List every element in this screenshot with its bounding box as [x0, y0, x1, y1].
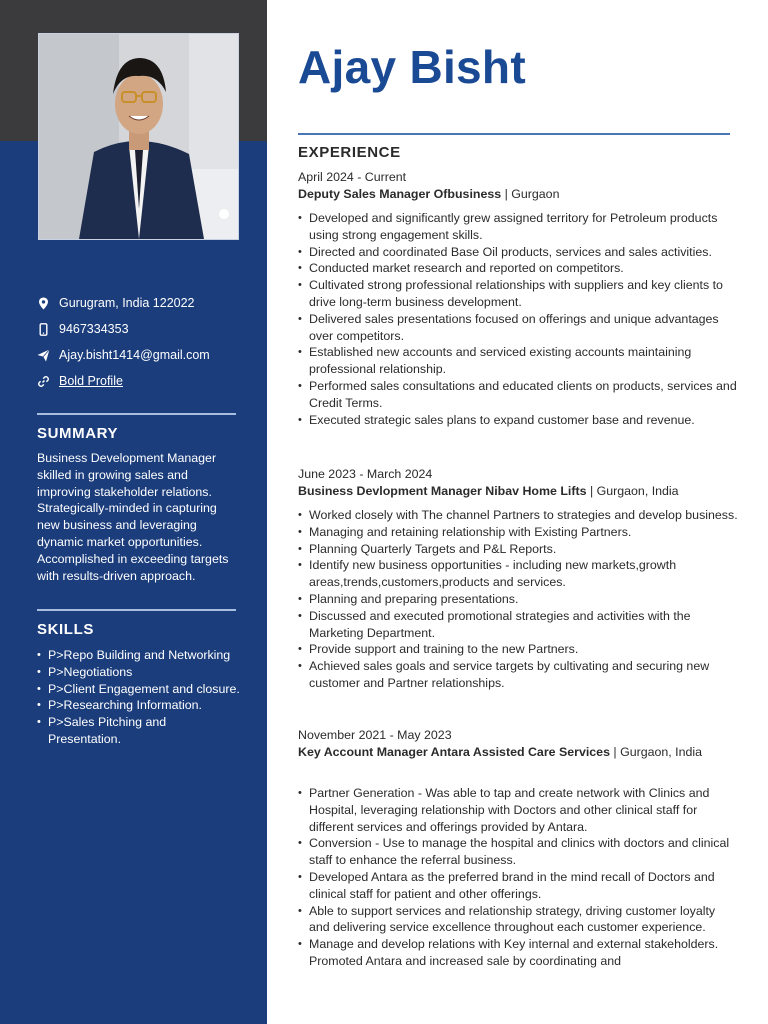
skill-item: • P>Negotiations: [37, 664, 242, 681]
skills-list: [37, 647, 242, 748]
job-entry: [298, 466, 738, 692]
contact-phone: [37, 316, 237, 342]
job-bullets: [298, 210, 738, 428]
job-bullet: • Managing and retaining relationship with Existing Partners.: [298, 524, 738, 541]
phone-text: 9467334353: [59, 322, 129, 336]
job-bullet: • Established new accounts and serviced existing accounts maintaining professional relationship.: [298, 344, 738, 378]
job-bullets: [298, 785, 738, 970]
job-bullet: • Delivered sales presentations focused on offerings and unique advantages over competitors.: [298, 311, 738, 345]
job-title-line: [298, 744, 738, 761]
job-title: Business Devlopment Manager Nibav Home Lifts: [298, 484, 587, 498]
job-bullet: • Able to support services and relationship strategy, driving customer loyalty and delivering service excellence throughout each customer experience.: [298, 903, 738, 937]
skill-item: • P>Researching Information.: [37, 697, 242, 714]
email-text: Ajay.bisht1414@gmail.com: [59, 348, 210, 362]
contact-location: [37, 290, 237, 316]
summary-heading: SUMMARY: [37, 425, 119, 442]
job-bullet: • Provide support and training to the new Partners.: [298, 641, 738, 658]
location-text: Gurugram, India 122022: [59, 296, 195, 310]
job-bullet: • Planning and preparing presentations.: [298, 591, 738, 608]
location-pin-icon: [37, 297, 50, 310]
skill-item: • P>Client Engagement and closure.: [37, 681, 242, 698]
job-bullet: • Conversion - Use to manage the hospital and clinics with doctors and clinical staff to enhance the referral business.: [298, 835, 738, 869]
contact-email: [37, 342, 237, 368]
job-bullet: • Manage and develop relations with Key internal and external stakeholders. Promoted Antara and increased sale by coordinating and: [298, 936, 738, 970]
job-title-line: [298, 483, 738, 500]
job-bullet: • Planning Quarterly Targets and P&L Reports.: [298, 541, 738, 558]
link-icon: [37, 375, 50, 388]
job-title-line: [298, 186, 738, 203]
job-title: Deputy Sales Manager Ofbusiness: [298, 187, 502, 201]
job-bullet: • Partner Generation - Was able to tap and create network with Clinics and Hospital, leveraging relationship with Doctors and other clinical staff for different services and offerings provided by Antara.: [298, 785, 738, 835]
job-title: Key Account Manager Antara Assisted Care Services: [298, 745, 610, 759]
skill-item: • P>Repo Building and Networking: [37, 647, 242, 664]
profile-photo: [38, 33, 239, 240]
skill-item: • P>Sales Pitching and Presentation.: [37, 714, 242, 748]
job-location: | Gurgaon: [501, 187, 560, 201]
summary-text: Business Development Manager skilled in growing sales and improving stakeholder relations. Strategically-minded in capturing new business and leveraging dynamic market opportunities. Accomplished in exceeding targets with results-driven approach.: [37, 451, 229, 583]
job-dates: November 2021 - May 2023: [298, 728, 452, 742]
mobile-phone-icon: [37, 323, 50, 336]
job-bullet: • Performed sales consultations and educated clients on products, services and Credit Terms.: [298, 378, 738, 412]
job-dates: June 2023 - March 2024: [298, 467, 433, 481]
job-bullet: • Worked closely with The channel Partners to strategies and develop business.: [298, 507, 738, 524]
job-bullets: [298, 507, 738, 692]
job-bullet: • Conducted market research and reported on competitors.: [298, 260, 738, 277]
job-bullet: • Discussed and executed promotional strategies and activities with the Marketing Department.: [298, 608, 738, 642]
job-entry: [298, 169, 738, 428]
header-rule: [298, 133, 730, 135]
job-bullet: • Cultivated strong professional relationships with suppliers and key clients to drive long-term business development.: [298, 277, 738, 311]
profile-photo-illustration: [39, 34, 238, 239]
job-location: | Gurgaon, India: [609, 745, 703, 759]
contact-info: [37, 290, 237, 394]
job-bullet: • Identify new business opportunities - including new markets,growth areas,trends,customers,products and services.: [298, 557, 738, 591]
experience-heading: EXPERIENCE: [298, 144, 401, 161]
skills-heading: SKILLS: [37, 621, 94, 638]
job-entry: [298, 727, 738, 970]
profile-link[interactable]: Bold Profile: [59, 374, 123, 388]
job-dates: April 2024 - Current: [298, 170, 407, 184]
candidate-name: Ajay Bisht: [298, 41, 526, 93]
sidebar: [0, 0, 267, 1024]
skills-divider: [37, 609, 236, 611]
job-bullet: • Directed and coordinated Base Oil products, services and sales activities.: [298, 244, 738, 261]
contact-profile[interactable]: [37, 368, 237, 394]
job-bullet: • Developed Antara as the preferred brand in the mind recall of Doctors and clinical staff for patient and other offerings.: [298, 869, 738, 903]
job-location: | Gurgaon, India: [586, 484, 679, 498]
summary-divider: [37, 413, 236, 415]
job-bullet: • Executed strategic sales plans to expand customer base and revenue.: [298, 412, 738, 429]
send-paper-plane-icon: [37, 349, 50, 362]
job-bullet: • Developed and significantly grew assigned territory for Petroleum products using strong engagement skills.: [298, 210, 738, 244]
job-bullet: • Achieved sales goals and service targets by cultivating and securing new customer and Partner relationships.: [298, 658, 738, 692]
